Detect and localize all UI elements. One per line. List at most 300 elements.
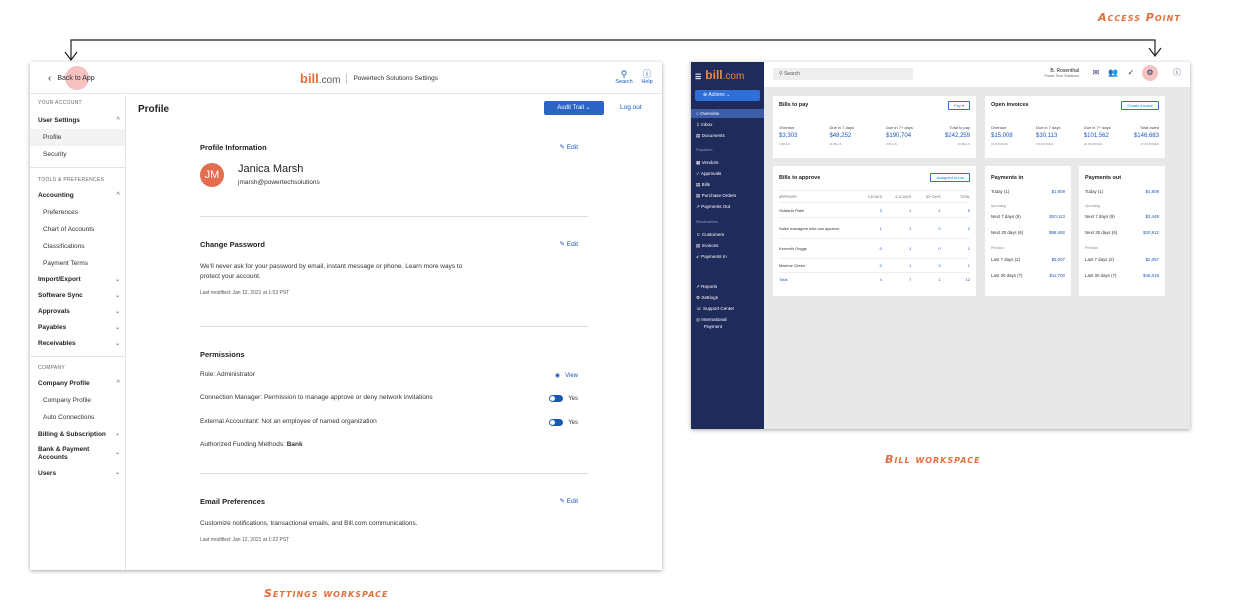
- eye-icon: ◉: [554, 373, 561, 379]
- bill-logo-text: bill: [300, 71, 319, 86]
- label: Due in 7 days: [1036, 125, 1061, 130]
- label: Payments Out: [701, 204, 731, 209]
- panel-title: Payments out: [1085, 175, 1122, 181]
- cell: 7: [909, 277, 912, 282]
- label: Approvals: [700, 171, 722, 176]
- search-button[interactable]: [613, 69, 635, 85]
- summary-total[interactable]: [945, 124, 970, 148]
- bill-logo-text: bill: [705, 68, 723, 82]
- value: $3,303: [779, 133, 798, 139]
- open-invoices-panel: [985, 96, 1165, 158]
- password-text-line-2: protect your account.: [200, 273, 261, 280]
- row-next-30[interactable]: [991, 230, 1065, 235]
- label: Billing & Subscription: [38, 431, 106, 438]
- value: $15,008: [991, 133, 1013, 139]
- count: 19 BILLS: [957, 142, 970, 146]
- label: Vendors: [701, 160, 719, 165]
- label: Edit: [566, 144, 578, 151]
- payments-in-icon: ↙: [696, 254, 700, 259]
- label: Software Sync: [38, 292, 83, 299]
- value: $5,007: [1051, 257, 1065, 262]
- label: Total owed: [1139, 125, 1159, 130]
- bill-workspace-label: Bill workspace: [885, 453, 981, 466]
- search-input[interactable]: [773, 68, 913, 80]
- label-line-2: Accounts: [38, 454, 68, 461]
- label: Pay: [953, 103, 961, 108]
- cell: 0: [938, 246, 941, 251]
- sidebar-item-accounting[interactable]: [30, 187, 125, 204]
- cell: 1: [967, 246, 971, 251]
- inbox-icon[interactable]: ✉: [1092, 68, 1100, 77]
- sidebar-item-chart-of-accounts[interactable]: Chart of Accounts: [43, 226, 95, 233]
- row-next-7[interactable]: [1085, 214, 1159, 219]
- sidebar-item-billing[interactable]: [30, 426, 125, 443]
- sidebar-item-security[interactable]: Security: [43, 151, 67, 158]
- cell: 12: [965, 277, 971, 282]
- label: Bills: [701, 182, 711, 187]
- chevron-down-icon: ⌄: [114, 470, 120, 476]
- user-name: B. Rosenthal: [1050, 68, 1079, 74]
- password-card: [200, 240, 588, 310]
- cell: Kenneth Griggs: [779, 246, 807, 251]
- label: Overdue: [779, 125, 795, 130]
- cell: 1: [938, 277, 941, 282]
- value: $2,057: [1145, 257, 1159, 262]
- label: Total to pay: [949, 125, 970, 130]
- bill-sidebar: [691, 62, 764, 429]
- view-role-button[interactable]: [555, 372, 578, 379]
- row-today[interactable]: [991, 189, 1065, 194]
- pencil-icon: ✎: [559, 144, 565, 151]
- card-title: Permissions: [200, 350, 245, 359]
- label: Last 30 days (7): [991, 273, 1023, 278]
- value: $48,252: [829, 133, 852, 139]
- sidebar-item-preferences[interactable]: Preferences: [43, 209, 79, 216]
- chevron-down-icon: ⌄: [114, 309, 120, 315]
- value: $46,019: [1143, 273, 1159, 278]
- password-text-line-1: We'll never ask for your password by email, instant message or phone. Learn more ways to: [200, 263, 463, 270]
- value: $20,113: [1049, 214, 1065, 219]
- label: Next 30 days (6): [1085, 230, 1118, 235]
- settings-sidebar: [30, 95, 126, 570]
- user-company: Power Tech Solutions: [1044, 74, 1079, 78]
- label: Documents: [701, 133, 725, 138]
- cell: 0: [879, 263, 882, 268]
- value: $1,809: [1051, 189, 1065, 194]
- count: 11 BILLS: [829, 142, 842, 146]
- profile-info-card: [200, 143, 588, 203]
- bill-logo-suffix: .com: [722, 71, 745, 82]
- chevron-up-icon: ^: [116, 380, 120, 386]
- gear-icon[interactable]: ⚙: [1146, 68, 1154, 77]
- email-prefs-card: [200, 497, 588, 557]
- col-header: 0-5 DAYS: [867, 194, 882, 199]
- user-name: Janica Marsh: [238, 163, 304, 175]
- placeholder: Search: [784, 71, 800, 77]
- brand: [300, 71, 438, 86]
- bills-to-approve-panel: [773, 166, 976, 296]
- last-modified: Last modified: Jan 12, 2021 at 1:22 PST: [200, 537, 290, 543]
- panel-title: Payments in: [991, 175, 1024, 181]
- inbox-icon: ⇩: [696, 122, 700, 127]
- label: Today (1): [991, 189, 1010, 194]
- label: Settings: [701, 295, 719, 300]
- sidebar-item-classifications[interactable]: Classifications: [43, 243, 85, 250]
- label: User Settings: [38, 117, 80, 124]
- divider: [200, 216, 588, 217]
- audit-trail-button[interactable]: [544, 101, 604, 115]
- home-icon: ⌂: [696, 111, 699, 116]
- summary-overdue[interactable]: [779, 124, 797, 148]
- label: Authorized Funding Methods:: [200, 441, 285, 448]
- group-previous: Previous: [991, 246, 1004, 250]
- nav-settings[interactable]: [691, 293, 764, 302]
- value: $190,704: [886, 133, 912, 139]
- group-upcoming: Upcoming: [991, 204, 1006, 208]
- label: Due in 7+ days: [1083, 125, 1111, 130]
- label: Approvals: [38, 308, 70, 315]
- label: Next 7 days (9): [991, 214, 1021, 219]
- label: Overview: [700, 111, 720, 116]
- bill-topbar: [691, 62, 1190, 87]
- settings-main: [126, 95, 662, 570]
- label: View: [565, 372, 578, 379]
- search-icon: ⚲: [779, 71, 783, 77]
- cell: 1: [909, 246, 912, 251]
- label-line-2: Payment: [704, 324, 723, 329]
- nav-purchase-orders[interactable]: [691, 191, 764, 200]
- chevron-down-icon: ⌄: [114, 293, 120, 299]
- label: Support Center: [703, 306, 735, 311]
- cell: 1: [967, 263, 971, 268]
- nav-international[interactable]: [691, 315, 764, 331]
- payments-in-panel: [985, 166, 1071, 296]
- label: Company Profile: [38, 380, 90, 387]
- panel-title: Bills to approve: [779, 175, 821, 181]
- pay-button[interactable]: Pay ▾: [948, 101, 970, 110]
- label: Next 30 days (6): [991, 230, 1024, 235]
- bills-to-pay-panel: [773, 96, 976, 158]
- label: Overdue: [991, 125, 1007, 130]
- cell: 4: [879, 277, 882, 282]
- edit-password-button[interactable]: [560, 240, 578, 248]
- permissions-card: [200, 350, 588, 450]
- actions-button[interactable]: [695, 90, 760, 101]
- value: $1,809: [1145, 189, 1159, 194]
- label: Audit Trail: [557, 105, 584, 111]
- nav-support[interactable]: [691, 304, 764, 313]
- count: 3 INVOICES: [991, 142, 1008, 146]
- row-next-7[interactable]: [991, 214, 1065, 219]
- label: Next 7 days (9): [1085, 214, 1115, 219]
- nav-bills[interactable]: [691, 180, 764, 189]
- gear-icon: ⚙: [696, 295, 701, 300]
- nav-customers[interactable]: [691, 230, 764, 239]
- cell: Maxime Green: [779, 263, 806, 268]
- divider: [30, 356, 125, 357]
- sidebar-item-payment-terms[interactable]: Payment Terms: [43, 260, 89, 267]
- chevron-up-icon: ^: [116, 192, 120, 198]
- label: Edit: [566, 241, 578, 248]
- help-icon[interactable]: ⓘ: [1173, 68, 1181, 77]
- bill-logo-suffix: .com: [318, 75, 341, 86]
- label: Users: [38, 470, 57, 477]
- label: Import/Export: [38, 276, 81, 283]
- label: Purchase Orders: [701, 193, 737, 198]
- cell: 1: [938, 207, 941, 213]
- label: Last 7 days (2): [991, 257, 1021, 262]
- nav-section-receivables: Receivables: [696, 219, 718, 224]
- label: Customers: [701, 232, 725, 237]
- row-last-7[interactable]: [1085, 257, 1159, 262]
- table-row[interactable]: [779, 202, 970, 217]
- sidebar-item-payables[interactable]: [30, 320, 125, 336]
- connection-manager-toggle[interactable]: [549, 395, 578, 402]
- documents-icon: ▤: [696, 133, 701, 138]
- cell: Siddarth Patel: [779, 207, 805, 213]
- email-prefs-text: Customize notifications, transactional emails, and Bill.com communications.: [200, 520, 418, 527]
- label: Payables: [38, 324, 67, 331]
- vendors-icon: ▦: [696, 160, 701, 165]
- label: Last 30 days (7): [1085, 273, 1117, 278]
- settings-window: [30, 62, 662, 570]
- label: Bank & Payment: [38, 446, 90, 453]
- chevron-down-icon: ⌄: [114, 325, 120, 331]
- row-today[interactable]: [1085, 189, 1159, 194]
- sidebar-item-receivables[interactable]: [30, 336, 125, 352]
- nav-section-payables: Payables: [696, 147, 713, 152]
- nav-invoices[interactable]: [691, 241, 764, 250]
- help-button[interactable]: [636, 69, 658, 85]
- page-title: Profile: [138, 104, 170, 115]
- menu-icon[interactable]: ☰: [695, 74, 702, 81]
- card-title: Change Password: [200, 240, 266, 249]
- plus-icon: ⊕: [703, 92, 708, 98]
- summary-total[interactable]: [1134, 124, 1159, 148]
- log-out-link[interactable]: Log out: [620, 104, 642, 111]
- col-header: TOTAL: [960, 194, 971, 199]
- payments-out-panel: [1079, 166, 1165, 296]
- nav-vendors[interactable]: [691, 158, 764, 167]
- value: $146,683: [1133, 133, 1159, 139]
- summary-due-7[interactable]: [1036, 124, 1060, 148]
- col-header: APPROVER: [779, 194, 797, 199]
- user-menu[interactable]: [1035, 68, 1079, 78]
- sidebar-item-approvals[interactable]: [30, 304, 125, 320]
- cell: 1: [909, 207, 912, 213]
- approvals-table: [779, 190, 970, 286]
- group-previous: Previous: [1085, 246, 1098, 250]
- summary-due-7[interactable]: [829, 124, 853, 148]
- nav-approvals[interactable]: [691, 169, 764, 178]
- table-header: [779, 190, 970, 202]
- network-icon[interactable]: 👥: [1108, 68, 1118, 77]
- value: $98,492: [1049, 230, 1065, 235]
- bill-window: [691, 62, 1190, 429]
- summary-due-7-plus[interactable]: [886, 124, 913, 148]
- cell: 0: [938, 263, 941, 268]
- sidebar-item-auto-connections[interactable]: Auto Connections: [43, 414, 95, 421]
- panel-title: Open invoices: [991, 102, 1029, 108]
- divider: [346, 73, 347, 84]
- invoices-icon: ▤: [696, 243, 701, 248]
- sidebar-item-profile[interactable]: Profile: [30, 129, 125, 146]
- label: Actions: [708, 92, 725, 98]
- nav-documents[interactable]: [691, 131, 764, 140]
- cell: 1: [909, 225, 912, 231]
- search-label: Search: [615, 79, 633, 85]
- external-accountant-toggle[interactable]: [549, 419, 578, 426]
- value: $11,700: [1049, 273, 1065, 278]
- cell: 1: [909, 263, 912, 268]
- customers-icon: ☺: [696, 232, 701, 237]
- divider: [200, 326, 588, 327]
- bills-icon: ▤: [696, 182, 701, 187]
- label: Edit: [566, 498, 578, 505]
- value: $30,113: [1036, 133, 1058, 139]
- table-row[interactable]: [779, 258, 970, 272]
- window-title: Powertech Solutions Settings: [353, 75, 439, 82]
- group-upcoming: Upcoming: [1085, 204, 1100, 208]
- row-last-30[interactable]: [1085, 273, 1159, 278]
- cell: 3: [879, 207, 882, 213]
- card-title: Email Preferences: [200, 497, 266, 506]
- chevron-down-icon: ⌄: [114, 431, 120, 437]
- nav-payments-in[interactable]: [691, 252, 764, 261]
- access-point-label: Access Point: [1098, 11, 1181, 24]
- bill-logo: [695, 68, 744, 82]
- external-accountant-text: External Accountant: Not an employee of named organization: [200, 418, 377, 425]
- label: International: [701, 317, 727, 322]
- value: $101,562: [1083, 133, 1109, 139]
- approvals-icon: ✓: [696, 171, 700, 176]
- globe-icon: ◎: [696, 317, 701, 322]
- value: $3,448: [1145, 214, 1159, 219]
- avatar: JM: [200, 163, 224, 187]
- cell: 5: [967, 207, 971, 213]
- connection-manager-text: Connection Manager: Permission to manage approve or deny network invitations: [200, 394, 433, 401]
- label: Due in 7+ days: [886, 125, 913, 130]
- label: Payments In: [701, 254, 727, 259]
- support-icon: ☏: [696, 306, 702, 311]
- chevron-down-icon: ⌄: [585, 105, 591, 111]
- label: Last 7 days (2): [1085, 257, 1115, 262]
- panel-title: Bills to pay: [779, 102, 809, 108]
- label: Reports: [701, 284, 718, 289]
- assigned-to-me-button[interactable]: Assigned to me: [930, 173, 970, 182]
- section-your-account: YOUR ACCOUNT: [38, 100, 82, 106]
- settings-workspace-label: Settings workspace: [264, 587, 389, 600]
- nav-inbox[interactable]: [691, 120, 764, 129]
- pencil-icon: ✎: [559, 498, 565, 505]
- count: 47 INVOICES: [1140, 142, 1159, 146]
- cell: Total: [779, 277, 788, 282]
- summary-due-7-plus[interactable]: [1084, 124, 1111, 148]
- summary-overdue[interactable]: [991, 124, 1013, 148]
- sidebar-item-import-export[interactable]: [30, 272, 125, 288]
- create-invoice-button[interactable]: Create invoice: [1121, 101, 1159, 110]
- back-label: Back to App: [57, 75, 95, 82]
- orders-icon: ▤: [696, 193, 701, 198]
- chevron-left-icon: ‹: [48, 73, 52, 84]
- toggle-switch: [549, 419, 563, 426]
- value: Bank: [286, 441, 303, 448]
- sidebar-item-software-sync[interactable]: [30, 288, 125, 304]
- chevron-down-icon: ⌄: [726, 92, 731, 98]
- label: Invoices: [701, 243, 719, 248]
- count: 3 BILLS: [886, 142, 897, 146]
- pencil-icon: ✎: [559, 241, 565, 248]
- label: Receivables: [38, 340, 76, 347]
- col-header: 30+ DAYS: [925, 194, 941, 199]
- card-title: Profile Information: [200, 143, 267, 152]
- user-email: jmarsh@powertechsolutions: [238, 179, 320, 186]
- last-modified: Last modified: Jan 12, 2021 at 1:53 PST: [200, 290, 290, 296]
- nav-reports[interactable]: [691, 282, 764, 291]
- nav-overview[interactable]: [691, 109, 764, 118]
- back-to-app-button[interactable]: [48, 73, 95, 84]
- divider: [200, 473, 588, 474]
- search-icon: ⚲: [620, 69, 628, 79]
- check-icon[interactable]: ✓: [1127, 68, 1135, 77]
- help-label: Help: [641, 79, 653, 85]
- cell: 0: [938, 225, 941, 231]
- count: 22 INVOICES: [1083, 142, 1103, 146]
- row-last-7[interactable]: [991, 257, 1065, 262]
- edit-profile-button[interactable]: [560, 143, 578, 151]
- col-header: 6-10 DAYS: [895, 194, 912, 199]
- section-company: COMPANY: [38, 365, 66, 371]
- nav-payments-out[interactable]: [691, 202, 764, 211]
- label: Due in 7 days: [829, 125, 854, 130]
- toggle-switch: [549, 395, 563, 402]
- sidebar-item-company-profile[interactable]: [30, 375, 125, 392]
- bill-logo: [300, 71, 340, 86]
- role-text: Role: Administrator: [200, 371, 255, 378]
- help-icon: ⓘ: [642, 69, 652, 79]
- bills-to-pay-columns: [779, 124, 970, 148]
- reports-icon: ↗: [696, 284, 700, 289]
- open-invoices-columns: [991, 124, 1159, 148]
- funding-methods: [200, 441, 303, 448]
- sidebar-item-company-profile-sub[interactable]: Company Profile: [43, 397, 92, 404]
- divider: [30, 167, 125, 168]
- label: Accounting: [38, 192, 74, 199]
- sidebar-item-bank-payment[interactable]: [30, 443, 125, 465]
- table-row[interactable]: [779, 217, 970, 238]
- sidebar-item-user-settings[interactable]: [30, 112, 125, 129]
- cell: 2: [967, 225, 971, 231]
- chevron-down-icon: ⌄: [114, 450, 120, 456]
- row-next-30[interactable]: [1085, 230, 1159, 235]
- table-total-row[interactable]: [779, 272, 970, 286]
- cell: Sales managers who can approve: [779, 225, 840, 231]
- sidebar-item-users[interactable]: [30, 465, 125, 482]
- count: 8 INVOICES: [1036, 142, 1053, 146]
- label: Inbox: [701, 122, 713, 127]
- chevron-down-icon: ⌄: [114, 277, 120, 283]
- chevron-down-icon: ⌄: [114, 341, 120, 347]
- edit-email-button[interactable]: [560, 497, 578, 505]
- cell: 1: [879, 225, 882, 231]
- row-last-30[interactable]: [991, 273, 1065, 278]
- count: 2 BILLS: [779, 142, 790, 146]
- value: $20,912: [1143, 230, 1159, 235]
- value: $242,259: [944, 133, 970, 139]
- label: Today (1): [1085, 189, 1104, 194]
- table-row[interactable]: [779, 238, 970, 258]
- cell: 0: [879, 246, 882, 251]
